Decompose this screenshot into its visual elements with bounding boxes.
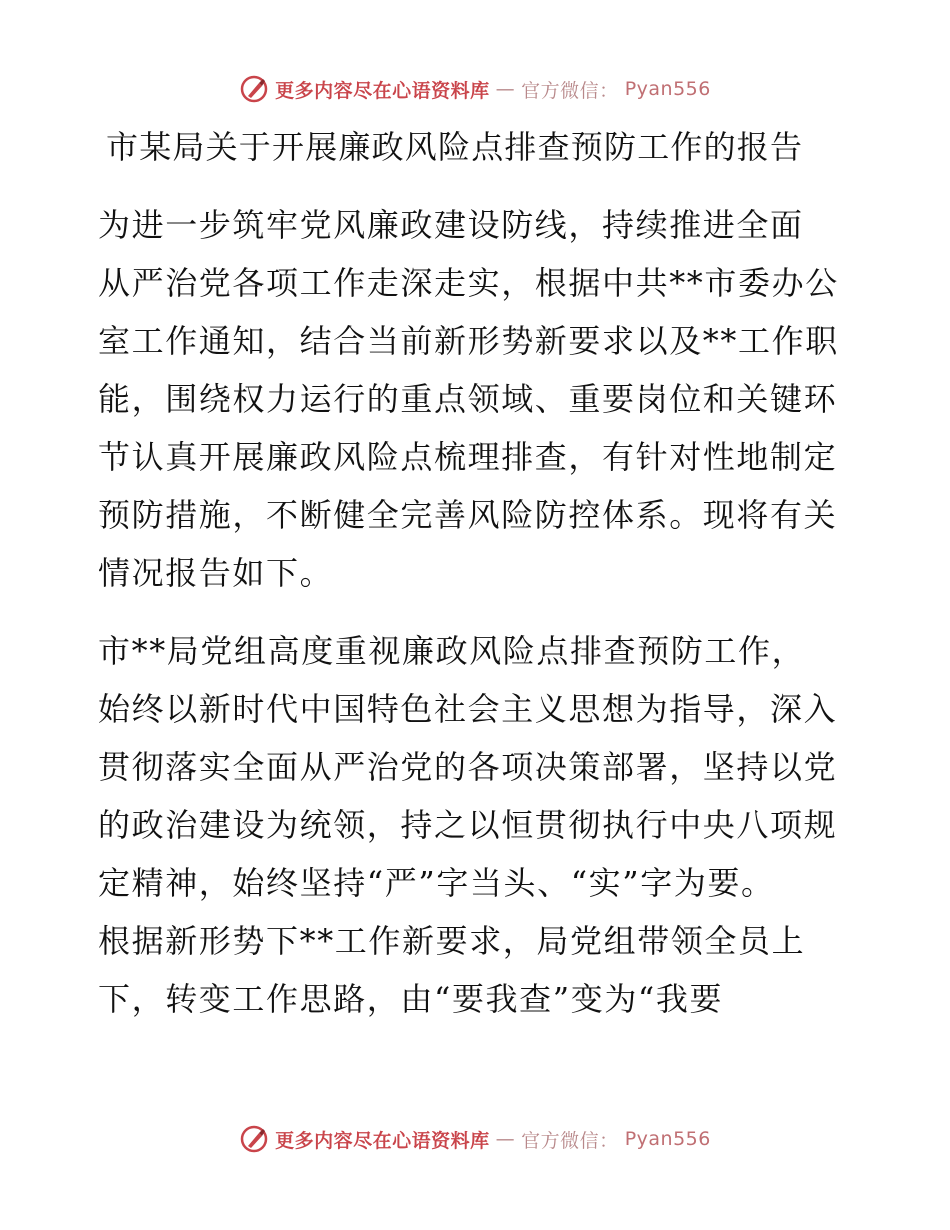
- pen-logo-icon: [239, 1124, 269, 1154]
- paragraph-line: 的政治建设为统领，持之以恒贯彻执行中央八项规: [98, 806, 838, 844]
- watermark-side-text: 官方微信：: [521, 79, 619, 102]
- paragraph-1: [98, 196, 858, 602]
- paragraph-line: 为进一步筑牢党风廉政建设防线，持续推进全面: [98, 206, 804, 244]
- paragraph-line: 室工作通知，结合当前新形势新要求以及**工作职: [98, 322, 839, 360]
- document-title: 市某局关于开展廉政风险点排查预防工作的报告: [106, 128, 804, 166]
- paragraph-line: 预防措施，不断健全完善风险防控体系。现将有关: [98, 496, 838, 534]
- watermark-main-text: 更多内容尽在心语资料库: [275, 1129, 490, 1152]
- watermark-dash: —: [495, 1128, 516, 1150]
- pen-logo-icon: [239, 74, 269, 104]
- watermark-footer: [0, 1124, 950, 1154]
- paragraph-line: 能，围绕权力运行的重点领域、重要岗位和关键环: [98, 380, 838, 418]
- paragraph-line: 贯彻落实全面从严治党的各项决策部署，坚持以党: [98, 748, 838, 786]
- paragraph-line: 下，转变工作思路，由“要我查”变为“我要: [98, 980, 724, 1018]
- watermark-wechat-id: Pyan556: [624, 78, 711, 100]
- paragraph-line: 定精神，始终坚持“严”字当头、“实”字为要。: [98, 864, 775, 902]
- watermark-header: [0, 74, 950, 104]
- paragraph-line: 节认真开展廉政风险点梳理排查，有针对性地制定: [98, 438, 838, 476]
- watermark-dash: —: [495, 78, 516, 100]
- paragraph-2: [98, 622, 858, 1028]
- paragraph-line: 根据新形势下**工作新要求，局党组带领全员上: [98, 922, 806, 960]
- watermark-wechat-id: Pyan556: [624, 1128, 711, 1150]
- paragraph-line: 市**局党组高度重视廉政风险点排查预防工作，: [98, 632, 806, 670]
- paragraph-line: 情况报告如下。: [98, 554, 334, 592]
- paragraph-line: 从严治党各项工作走深走实，根据中共**市委办公: [98, 264, 839, 302]
- watermark-main-text: 更多内容尽在心语资料库: [275, 79, 490, 102]
- paragraph-line: 始终以新时代中国特色社会主义思想为指导，深入: [98, 690, 838, 728]
- watermark-side-text: 官方微信：: [521, 1129, 619, 1152]
